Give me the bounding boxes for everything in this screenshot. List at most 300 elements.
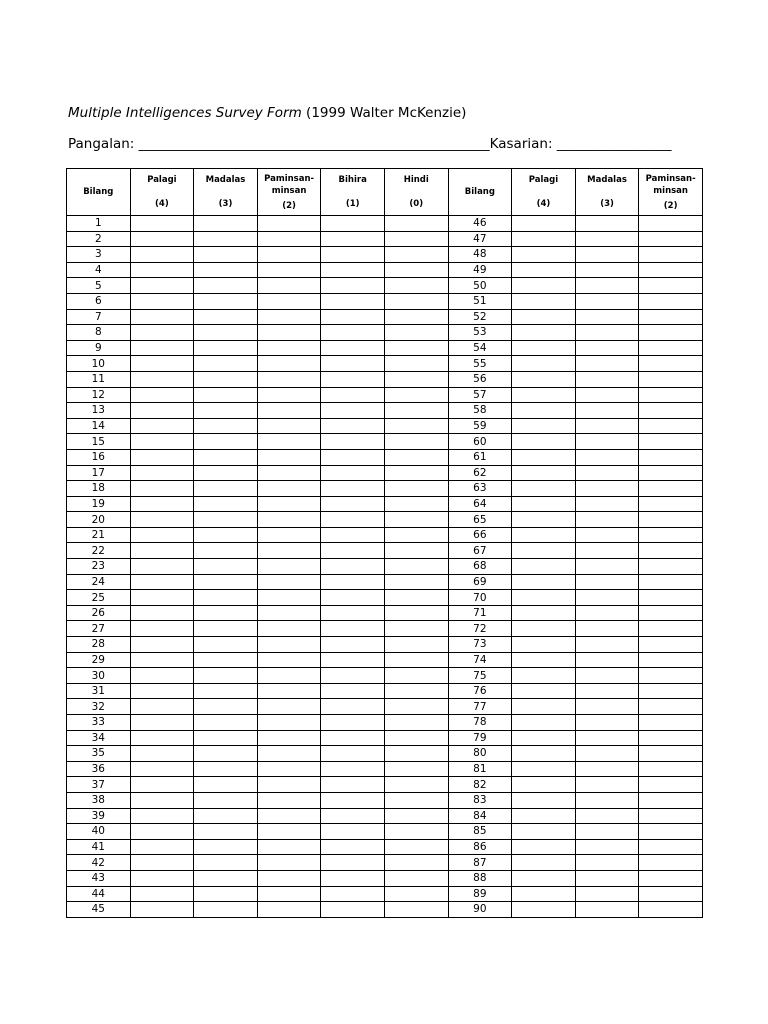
answer-cell[interactable] [384, 621, 448, 637]
answer-cell[interactable] [575, 434, 639, 450]
answer-cell[interactable] [384, 262, 448, 278]
answer-cell[interactable] [575, 216, 639, 232]
answer-cell[interactable] [575, 637, 639, 653]
answer-cell[interactable] [384, 590, 448, 606]
answer-cell[interactable] [575, 886, 639, 902]
answer-cell[interactable] [384, 855, 448, 871]
answer-cell[interactable] [130, 746, 194, 762]
answer-cell[interactable] [130, 527, 194, 543]
answer-cell[interactable] [384, 231, 448, 247]
answer-cell[interactable] [321, 481, 385, 497]
answer-cell[interactable] [257, 637, 321, 653]
answer-cell[interactable] [257, 652, 321, 668]
answer-cell[interactable] [130, 371, 194, 387]
answer-cell[interactable] [512, 247, 576, 263]
answer-cell[interactable] [384, 746, 448, 762]
answer-cell[interactable] [130, 792, 194, 808]
answer-cell[interactable] [639, 605, 703, 621]
answer-cell[interactable] [130, 808, 194, 824]
answer-cell[interactable] [321, 870, 385, 886]
answer-cell[interactable] [257, 574, 321, 590]
answer-cell[interactable] [257, 886, 321, 902]
answer-cell[interactable] [130, 590, 194, 606]
answer-cell[interactable] [130, 855, 194, 871]
answer-cell[interactable] [257, 387, 321, 403]
answer-cell[interactable] [321, 293, 385, 309]
answer-cell[interactable] [130, 340, 194, 356]
answer-cell[interactable] [194, 652, 258, 668]
answer-cell[interactable] [384, 543, 448, 559]
answer-cell[interactable] [194, 481, 258, 497]
answer-cell[interactable] [130, 481, 194, 497]
answer-cell[interactable] [639, 559, 703, 575]
answer-cell[interactable] [639, 621, 703, 637]
answer-cell[interactable] [194, 465, 258, 481]
answer-cell[interactable] [639, 637, 703, 653]
answer-cell[interactable] [575, 418, 639, 434]
answer-cell[interactable] [257, 590, 321, 606]
answer-cell[interactable] [639, 855, 703, 871]
answer-cell[interactable] [321, 777, 385, 793]
answer-cell[interactable] [512, 699, 576, 715]
answer-cell[interactable] [512, 683, 576, 699]
answer-cell[interactable] [321, 262, 385, 278]
answer-cell[interactable] [194, 403, 258, 419]
answer-cell[interactable] [257, 543, 321, 559]
answer-cell[interactable] [321, 652, 385, 668]
answer-cell[interactable] [321, 356, 385, 372]
answer-cell[interactable] [384, 216, 448, 232]
answer-cell[interactable] [321, 496, 385, 512]
answer-cell[interactable] [321, 403, 385, 419]
answer-cell[interactable] [639, 746, 703, 762]
answer-cell[interactable] [639, 449, 703, 465]
answer-cell[interactable] [512, 418, 576, 434]
answer-cell[interactable] [384, 715, 448, 731]
answer-cell[interactable] [384, 824, 448, 840]
answer-cell[interactable] [257, 527, 321, 543]
answer-cell[interactable] [384, 839, 448, 855]
answer-cell[interactable] [130, 543, 194, 559]
answer-cell[interactable] [257, 371, 321, 387]
answer-cell[interactable] [512, 590, 576, 606]
answer-cell[interactable] [639, 231, 703, 247]
answer-cell[interactable] [194, 309, 258, 325]
answer-cell[interactable] [194, 699, 258, 715]
answer-cell[interactable] [257, 496, 321, 512]
answer-cell[interactable] [257, 559, 321, 575]
answer-cell[interactable] [639, 543, 703, 559]
answer-cell[interactable] [321, 808, 385, 824]
answer-cell[interactable] [130, 902, 194, 918]
answer-cell[interactable] [384, 496, 448, 512]
answer-cell[interactable] [130, 839, 194, 855]
answer-cell[interactable] [321, 637, 385, 653]
answer-cell[interactable] [512, 278, 576, 294]
answer-cell[interactable] [575, 512, 639, 528]
answer-cell[interactable] [130, 637, 194, 653]
answer-cell[interactable] [575, 621, 639, 637]
answer-cell[interactable] [575, 777, 639, 793]
answer-cell[interactable] [512, 527, 576, 543]
answer-cell[interactable] [194, 231, 258, 247]
answer-cell[interactable] [575, 340, 639, 356]
answer-cell[interactable] [257, 792, 321, 808]
answer-cell[interactable] [321, 590, 385, 606]
answer-cell[interactable] [639, 403, 703, 419]
answer-cell[interactable] [130, 761, 194, 777]
answer-cell[interactable] [130, 652, 194, 668]
answer-cell[interactable] [130, 465, 194, 481]
answer-cell[interactable] [194, 668, 258, 684]
answer-cell[interactable] [321, 855, 385, 871]
answer-cell[interactable] [575, 309, 639, 325]
answer-cell[interactable] [575, 792, 639, 808]
answer-cell[interactable] [194, 683, 258, 699]
answer-cell[interactable] [130, 512, 194, 528]
answer-cell[interactable] [130, 574, 194, 590]
answer-cell[interactable] [194, 449, 258, 465]
answer-cell[interactable] [321, 574, 385, 590]
answer-cell[interactable] [512, 730, 576, 746]
answer-cell[interactable] [257, 403, 321, 419]
answer-cell[interactable] [512, 512, 576, 528]
answer-cell[interactable] [321, 792, 385, 808]
answer-cell[interactable] [194, 293, 258, 309]
answer-cell[interactable] [512, 231, 576, 247]
answer-cell[interactable] [512, 715, 576, 731]
answer-cell[interactable] [130, 699, 194, 715]
answer-cell[interactable] [575, 496, 639, 512]
answer-cell[interactable] [512, 855, 576, 871]
answer-cell[interactable] [575, 278, 639, 294]
answer-cell[interactable] [575, 356, 639, 372]
gender-field-blank[interactable]: _________________ [556, 136, 672, 152]
answer-cell[interactable] [384, 449, 448, 465]
answer-cell[interactable] [384, 808, 448, 824]
answer-cell[interactable] [194, 418, 258, 434]
answer-cell[interactable] [257, 465, 321, 481]
answer-cell[interactable] [130, 216, 194, 232]
answer-cell[interactable] [512, 403, 576, 419]
answer-cell[interactable] [384, 777, 448, 793]
answer-cell[interactable] [257, 481, 321, 497]
answer-cell[interactable] [512, 839, 576, 855]
answer-cell[interactable] [384, 340, 448, 356]
answer-cell[interactable] [321, 418, 385, 434]
answer-cell[interactable] [639, 668, 703, 684]
answer-cell[interactable] [257, 231, 321, 247]
answer-cell[interactable] [384, 605, 448, 621]
answer-cell[interactable] [512, 449, 576, 465]
answer-cell[interactable] [639, 481, 703, 497]
answer-cell[interactable] [384, 481, 448, 497]
answer-cell[interactable] [194, 590, 258, 606]
answer-cell[interactable] [321, 730, 385, 746]
answer-cell[interactable] [384, 403, 448, 419]
answer-cell[interactable] [384, 434, 448, 450]
answer-cell[interactable] [257, 777, 321, 793]
answer-cell[interactable] [512, 668, 576, 684]
answer-cell[interactable] [639, 496, 703, 512]
answer-cell[interactable] [639, 465, 703, 481]
answer-cell[interactable] [575, 387, 639, 403]
answer-cell[interactable] [512, 387, 576, 403]
answer-cell[interactable] [257, 512, 321, 528]
answer-cell[interactable] [639, 216, 703, 232]
answer-cell[interactable] [130, 403, 194, 419]
answer-cell[interactable] [194, 886, 258, 902]
answer-cell[interactable] [639, 574, 703, 590]
answer-cell[interactable] [575, 231, 639, 247]
answer-cell[interactable] [512, 309, 576, 325]
answer-cell[interactable] [257, 247, 321, 263]
answer-cell[interactable] [321, 746, 385, 762]
answer-cell[interactable] [575, 746, 639, 762]
name-field-blank[interactable]: ____________________________________________________ [138, 136, 490, 152]
answer-cell[interactable] [639, 715, 703, 731]
answer-cell[interactable] [257, 683, 321, 699]
answer-cell[interactable] [257, 715, 321, 731]
answer-cell[interactable] [321, 543, 385, 559]
answer-cell[interactable] [575, 247, 639, 263]
answer-cell[interactable] [130, 621, 194, 637]
answer-cell[interactable] [512, 325, 576, 341]
answer-cell[interactable] [130, 325, 194, 341]
answer-cell[interactable] [512, 262, 576, 278]
answer-cell[interactable] [384, 730, 448, 746]
answer-cell[interactable] [257, 356, 321, 372]
answer-cell[interactable] [321, 387, 385, 403]
answer-cell[interactable] [321, 886, 385, 902]
answer-cell[interactable] [639, 777, 703, 793]
answer-cell[interactable] [512, 434, 576, 450]
answer-cell[interactable] [257, 808, 321, 824]
answer-cell[interactable] [512, 481, 576, 497]
answer-cell[interactable] [194, 216, 258, 232]
answer-cell[interactable] [130, 356, 194, 372]
answer-cell[interactable] [257, 824, 321, 840]
answer-cell[interactable] [130, 730, 194, 746]
answer-cell[interactable] [639, 839, 703, 855]
answer-cell[interactable] [639, 247, 703, 263]
answer-cell[interactable] [257, 309, 321, 325]
answer-cell[interactable] [512, 216, 576, 232]
answer-cell[interactable] [512, 496, 576, 512]
answer-cell[interactable] [257, 621, 321, 637]
answer-cell[interactable] [194, 605, 258, 621]
answer-cell[interactable] [575, 325, 639, 341]
answer-cell[interactable] [575, 855, 639, 871]
answer-cell[interactable] [639, 792, 703, 808]
answer-cell[interactable] [639, 699, 703, 715]
answer-cell[interactable] [384, 356, 448, 372]
answer-cell[interactable] [512, 605, 576, 621]
answer-cell[interactable] [257, 761, 321, 777]
answer-cell[interactable] [384, 637, 448, 653]
answer-cell[interactable] [512, 761, 576, 777]
answer-cell[interactable] [512, 824, 576, 840]
answer-cell[interactable] [321, 605, 385, 621]
answer-cell[interactable] [384, 902, 448, 918]
answer-cell[interactable] [194, 870, 258, 886]
answer-cell[interactable] [321, 839, 385, 855]
answer-cell[interactable] [321, 449, 385, 465]
answer-cell[interactable] [639, 808, 703, 824]
answer-cell[interactable] [194, 574, 258, 590]
answer-cell[interactable] [639, 512, 703, 528]
answer-cell[interactable] [575, 652, 639, 668]
answer-cell[interactable] [512, 559, 576, 575]
answer-cell[interactable] [257, 746, 321, 762]
answer-cell[interactable] [384, 574, 448, 590]
answer-cell[interactable] [575, 668, 639, 684]
answer-cell[interactable] [130, 434, 194, 450]
answer-cell[interactable] [575, 605, 639, 621]
answer-cell[interactable] [194, 371, 258, 387]
answer-cell[interactable] [639, 325, 703, 341]
answer-cell[interactable] [257, 340, 321, 356]
answer-cell[interactable] [194, 527, 258, 543]
answer-cell[interactable] [575, 527, 639, 543]
answer-cell[interactable] [512, 652, 576, 668]
answer-cell[interactable] [512, 543, 576, 559]
answer-cell[interactable] [512, 792, 576, 808]
answer-cell[interactable] [639, 340, 703, 356]
answer-cell[interactable] [257, 730, 321, 746]
answer-cell[interactable] [194, 387, 258, 403]
answer-cell[interactable] [639, 356, 703, 372]
answer-cell[interactable] [130, 559, 194, 575]
answer-cell[interactable] [321, 527, 385, 543]
answer-cell[interactable] [384, 465, 448, 481]
answer-cell[interactable] [194, 247, 258, 263]
answer-cell[interactable] [575, 699, 639, 715]
answer-cell[interactable] [575, 683, 639, 699]
answer-cell[interactable] [575, 730, 639, 746]
answer-cell[interactable] [130, 886, 194, 902]
answer-cell[interactable] [384, 325, 448, 341]
answer-cell[interactable] [130, 870, 194, 886]
answer-cell[interactable] [321, 325, 385, 341]
answer-cell[interactable] [575, 824, 639, 840]
answer-cell[interactable] [257, 262, 321, 278]
answer-cell[interactable] [384, 886, 448, 902]
answer-cell[interactable] [384, 247, 448, 263]
answer-cell[interactable] [639, 371, 703, 387]
answer-cell[interactable] [194, 637, 258, 653]
answer-cell[interactable] [575, 761, 639, 777]
answer-cell[interactable] [130, 247, 194, 263]
answer-cell[interactable] [512, 340, 576, 356]
answer-cell[interactable] [384, 683, 448, 699]
answer-cell[interactable] [194, 559, 258, 575]
answer-cell[interactable] [512, 870, 576, 886]
answer-cell[interactable] [512, 808, 576, 824]
answer-cell[interactable] [257, 216, 321, 232]
answer-cell[interactable] [321, 683, 385, 699]
answer-cell[interactable] [639, 902, 703, 918]
answer-cell[interactable] [575, 870, 639, 886]
answer-cell[interactable] [130, 449, 194, 465]
answer-cell[interactable] [321, 715, 385, 731]
answer-cell[interactable] [130, 777, 194, 793]
answer-cell[interactable] [130, 715, 194, 731]
answer-cell[interactable] [321, 559, 385, 575]
answer-cell[interactable] [384, 668, 448, 684]
answer-cell[interactable] [321, 340, 385, 356]
answer-cell[interactable] [575, 902, 639, 918]
answer-cell[interactable] [639, 652, 703, 668]
answer-cell[interactable] [575, 574, 639, 590]
answer-cell[interactable] [257, 293, 321, 309]
answer-cell[interactable] [194, 730, 258, 746]
answer-cell[interactable] [512, 886, 576, 902]
answer-cell[interactable] [321, 231, 385, 247]
answer-cell[interactable] [321, 621, 385, 637]
answer-cell[interactable] [639, 527, 703, 543]
answer-cell[interactable] [384, 512, 448, 528]
answer-cell[interactable] [321, 668, 385, 684]
answer-cell[interactable] [512, 371, 576, 387]
answer-cell[interactable] [512, 902, 576, 918]
answer-cell[interactable] [639, 590, 703, 606]
answer-cell[interactable] [384, 699, 448, 715]
answer-cell[interactable] [575, 590, 639, 606]
answer-cell[interactable] [194, 356, 258, 372]
answer-cell[interactable] [130, 605, 194, 621]
answer-cell[interactable] [130, 418, 194, 434]
answer-cell[interactable] [194, 278, 258, 294]
answer-cell[interactable] [130, 668, 194, 684]
answer-cell[interactable] [384, 293, 448, 309]
answer-cell[interactable] [257, 605, 321, 621]
answer-cell[interactable] [194, 434, 258, 450]
answer-cell[interactable] [257, 668, 321, 684]
answer-cell[interactable] [194, 792, 258, 808]
answer-cell[interactable] [575, 481, 639, 497]
answer-cell[interactable] [257, 434, 321, 450]
answer-cell[interactable] [575, 715, 639, 731]
answer-cell[interactable] [639, 262, 703, 278]
answer-cell[interactable] [639, 886, 703, 902]
answer-cell[interactable] [194, 340, 258, 356]
answer-cell[interactable] [257, 870, 321, 886]
answer-cell[interactable] [257, 449, 321, 465]
answer-cell[interactable] [130, 496, 194, 512]
answer-cell[interactable] [194, 325, 258, 341]
answer-cell[interactable] [512, 465, 576, 481]
answer-cell[interactable] [639, 434, 703, 450]
answer-cell[interactable] [194, 808, 258, 824]
answer-cell[interactable] [130, 278, 194, 294]
answer-cell[interactable] [384, 309, 448, 325]
answer-cell[interactable] [257, 855, 321, 871]
answer-cell[interactable] [639, 278, 703, 294]
answer-cell[interactable] [130, 231, 194, 247]
answer-cell[interactable] [194, 824, 258, 840]
answer-cell[interactable] [639, 761, 703, 777]
answer-cell[interactable] [321, 434, 385, 450]
answer-cell[interactable] [194, 902, 258, 918]
answer-cell[interactable] [130, 293, 194, 309]
answer-cell[interactable] [321, 247, 385, 263]
answer-cell[interactable] [384, 792, 448, 808]
answer-cell[interactable] [194, 855, 258, 871]
answer-cell[interactable] [321, 465, 385, 481]
answer-cell[interactable] [512, 356, 576, 372]
answer-cell[interactable] [194, 746, 258, 762]
